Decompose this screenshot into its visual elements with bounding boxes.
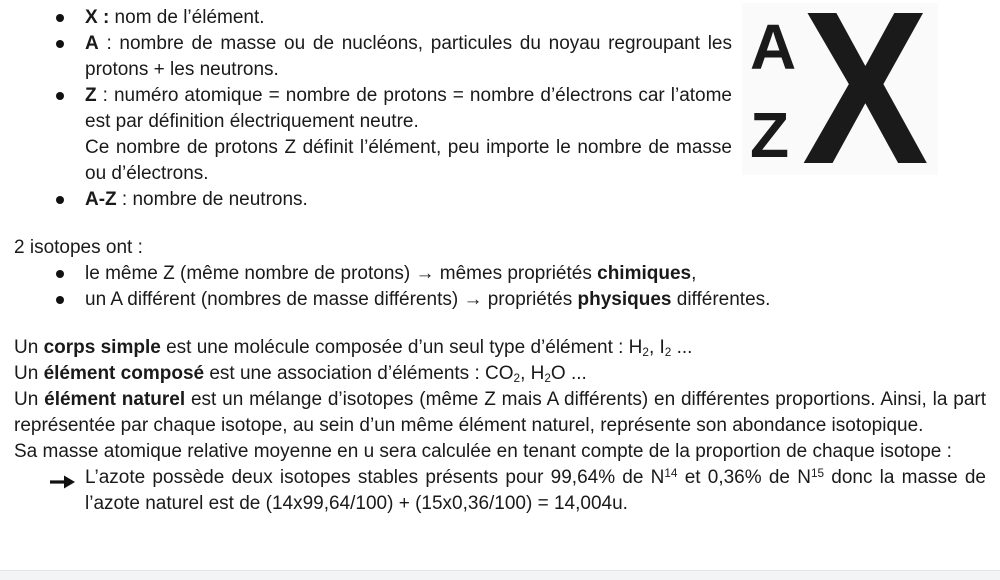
isotope-property-item [0, 261, 1000, 287]
definitions-section [0, 0, 1000, 213]
isotope-property-text: le même Z (même nombre de protons) → mêmes propriétés chimiques, [85, 263, 697, 284]
atomic-number-label: Z [750, 99, 790, 171]
paragraphs-section [14, 335, 986, 517]
paragraph-masse-atomique: Sa masse atomique relative moyenne en u sera calculée en tenant compte de la proportion de chaque isotope : [14, 441, 952, 462]
isotope-property-text: un A différent (nombres de masse différents) → propriétés physiques différentes. [85, 289, 771, 310]
paragraph-element-naturel: Un élément naturel est un mélange d’isotopes (même Z mais A différents) en différentes proportions. Ainsi, la part représentée par chaque isotope, au sein d’un même élément naturel, représente son abondance isotopique. [14, 389, 986, 436]
bullet-icon [56, 40, 64, 48]
page-edge [0, 570, 1000, 580]
azote-example-text: L’azote possède deux isotopes stables présents pour 99,64% de $N^{14}$ et 0,36% de $N^{15}$ donc la masse de l’azote naturel est de (14x99,64/100) + (15x0,36/100) = 14,004u. [85, 467, 986, 514]
definition-item-text: A-Z : nombre de neutrons. [85, 189, 308, 210]
bullet-icon [56, 92, 64, 100]
paragraph-corps-simple: Un corps simple est une molécule composée d’un seul type d’élément : $H_2$, $I_2$ ... [14, 337, 693, 359]
bullet-icon [56, 14, 64, 22]
bullet-icon [56, 270, 64, 278]
isotopes-heading: 2 isotopes ont : [14, 237, 143, 258]
definition-item-z-continuation: Ce nombre de protons Z définit l’élément, peu importe le nombre de masse ou d’électrons. [85, 137, 732, 184]
mass-number-label: A [750, 11, 797, 83]
definition-item-az [0, 187, 732, 213]
definition-item-text: A : nombre de masse ou de nucléons, particules du noyau regroupant les protons + les neutrons. [85, 33, 732, 80]
azote-example-item [14, 465, 986, 517]
bullet-icon [56, 296, 64, 304]
definition-item-x [0, 5, 732, 31]
definition-item-z [0, 83, 732, 135]
isotope-property-item [0, 287, 1000, 313]
arrow-right-icon [50, 471, 76, 497]
definition-item-text: X : nom de l’élément. [85, 7, 265, 28]
isotopes-section [0, 235, 1000, 313]
definition-item-text: Z : numéro atomique = nombre de protons = nombre d’électrons car l’atome est par définition électriquement neutre. [85, 85, 732, 132]
element-symbol: X [802, 0, 929, 210]
definition-item-a [0, 31, 732, 83]
paragraph-element-compose: Un élément composé est une association d’éléments : $CO_2$, $H_2O$ ... [14, 363, 587, 385]
bullet-icon [56, 196, 64, 204]
